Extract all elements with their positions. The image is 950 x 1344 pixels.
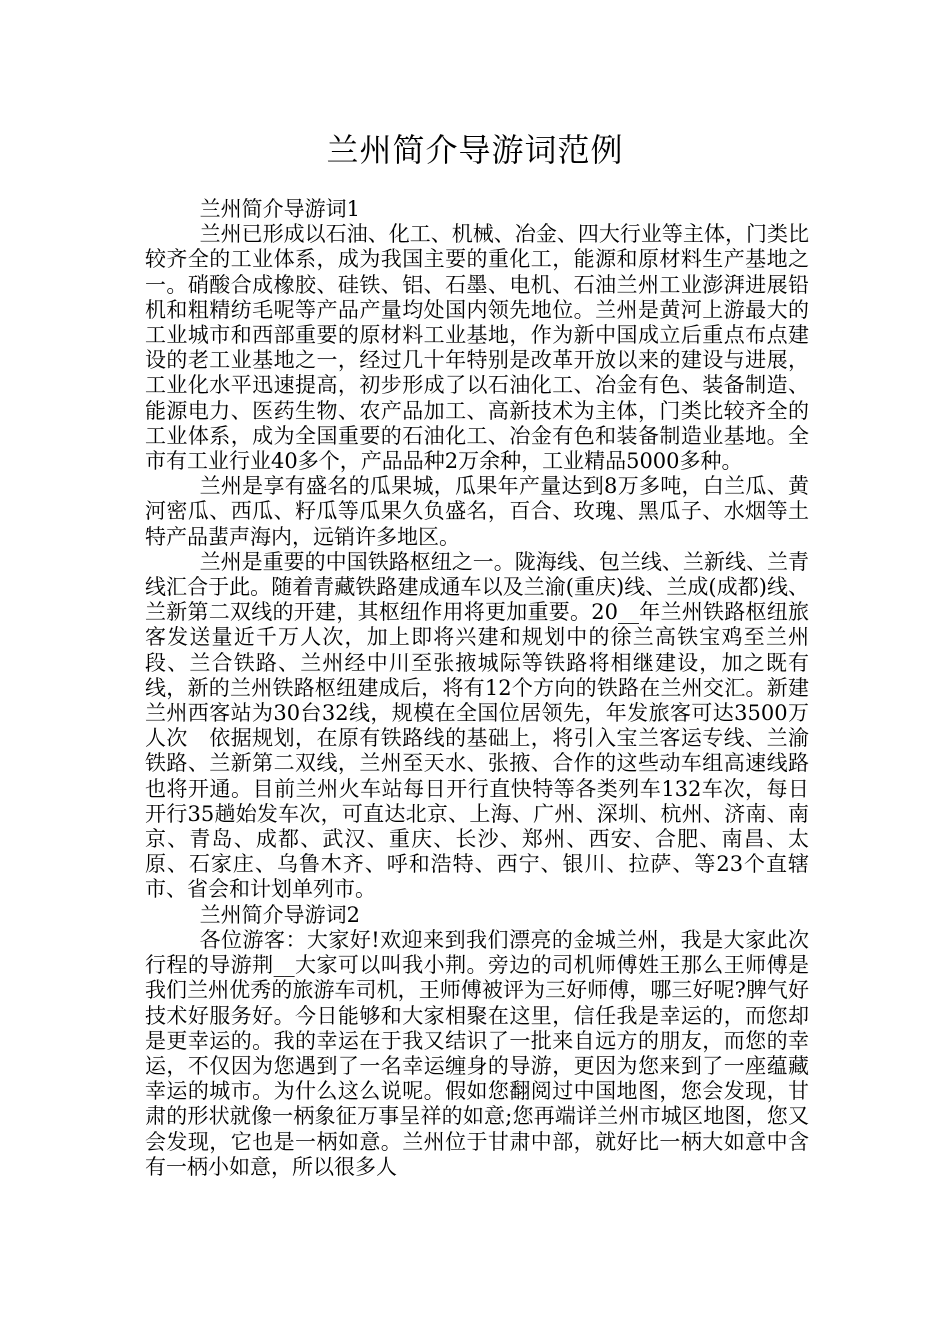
paragraph-2-1: 各位游客：大家好!欢迎来到我们漂亮的金城兰州，我是大家此次行程的导游荆__大家可以叫我小荆。旁边的司机师傅姓王那么王师傅是我们兰州优秀的旅游车司机，王师傅被评为三好师傅，哪三好呢?脾气好技术好服务好。今日能够和大家相聚在这里，信任我是幸运的，而您却是更幸运的。我的幸运在于我又结识了一批来自远方的朋友，而您的幸运，不仅因为您遇到了一名幸运缠身的导游，更因为您来到了一座蕴藏幸运的城市。为什么这么说呢。假如您翻阅过中国地图，您会发现，甘肃的形状就像一柄象征万事呈祥的如意;您再端详兰州市城区地图，您又会发现，它也是一柄如意。兰州位于甘肃中部，就好比一柄大如意中含有一柄小如意，所以很多人 [145,927,809,1179]
document-title: 兰州简介导游词范例 [326,131,624,169]
section-heading-2: 兰州简介导游词2 [199,902,360,927]
paragraph-1-3: 兰州是重要的中国铁路枢纽之一。陇海线、包兰线、兰新线、兰青线汇合于此。随着青藏铁路建成通车以及兰渝(重庆)线、兰成(成都)线、兰新第二双线的开建，其枢纽作用将更加重要。20__年兰州铁路枢纽旅客发送量近千万人次，加上即将兴建和规划中的徐兰高铁宝鸡至兰州段、兰合铁路、兰州经中川至张掖城际等铁路将相继建设，加之既有线，新的兰州铁路枢纽建成后，将有12个方向的铁路在兰州交汇。新建兰州西客站为30台32线，规模在全国位居领先，年发旅客可达3500万人次 依据规划，在原有铁路线的基础上，将引入宝兰客运专线、兰渝铁路、兰新第二双线，兰州至天水、张掖、合作的这些动车组高速线路也将开通。目前兰州火车站每日开行直快特等各类列车132车次，每日开行35趟始发车次，可直达北京、上海、广州、深圳、杭州、济南、南京、青岛、成都、武汉、重庆、长沙、郑州、西安、合肥、南昌、太原、石家庄、乌鲁木齐、呼和浩特、西宁、银川、拉萨、等23个直辖市、省会和计划单列市。 [145,549,809,902]
document-body [145,197,809,1180]
paragraph-1-2: 兰州是享有盛名的瓜果城，瓜果年产量达到8万多吨，白兰瓜、黄河密瓜、西瓜、籽瓜等瓜果久负盛名，百合、玫瑰、黑瓜子、水烟等土特产品蜚声海内，远销许多地区。 [145,474,809,549]
section-heading-1: 兰州简介导游词1 [199,197,360,221]
paragraph-1-1: 兰州已形成以石油、化工、机械、冶金、四大行业等主体，门类比较齐全的工业体系，成为我国主要的重化工，能源和原材料生产基地之一。硝酸合成橡胶、硅铁、铝、石墨、电机、石油兰州工业澎湃进展铅机和粗精纺毛呢等产品产量均处国内领先地位。兰州是黄河上游最大的工业城市和西部重要的原材料工业基地，作为新中国成立后重点布点建设的老工业基地之一，经过几十年特别是改革开放以来的建设与进展，工业化水平迅速提高，初步形成了以石油化工、冶金有色、装备制造、能源电力、医药生物、农产品加工、高新技术为主体，门类比较齐全的工业体系，成为全国重要的石油化工、冶金有色和装备制造业基地。全市有工业行业40多个，产品品种2万余种，工业精品5000多种。 [145,222,809,474]
